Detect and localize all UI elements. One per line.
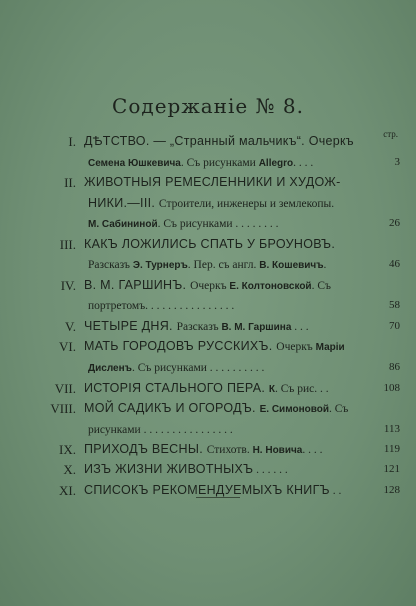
entry-text: . . . . xyxy=(302,444,323,456)
author-name: М. Сабининой xyxy=(88,219,158,230)
toc-line xyxy=(0,277,416,294)
toc-entry-text xyxy=(88,359,364,377)
toc-number: IV. xyxy=(60,278,76,293)
toc-entry-text xyxy=(84,277,364,295)
toc-number: VIII. xyxy=(50,401,76,416)
entry-text: . . xyxy=(329,485,342,497)
entry-text: Очеркъ xyxy=(190,280,230,292)
entry-title: МАТЬ ГОРОДОВЪ РУССКИХЪ. xyxy=(84,339,277,353)
author-name: Е. Симоновой xyxy=(259,404,329,415)
toc-line xyxy=(0,441,416,458)
toc-number: II. xyxy=(64,175,76,190)
toc-line xyxy=(0,400,416,417)
toc-entry-text xyxy=(84,380,364,398)
entry-text: . xyxy=(323,259,327,271)
toc-line xyxy=(0,461,416,478)
toc-entry-text xyxy=(88,421,364,439)
entry-text: . Съ xyxy=(311,280,331,292)
toc-number: IX. xyxy=(59,442,76,457)
toc-entry-text xyxy=(84,461,364,479)
entry-text: . . . . xyxy=(293,157,314,169)
toc-line xyxy=(0,195,416,212)
toc-entry-text xyxy=(84,441,364,459)
author-name: Э. Турнеръ xyxy=(132,260,188,271)
toc-line xyxy=(0,133,416,150)
toc-number: V. xyxy=(65,319,76,334)
entry-title: МОЙ САДИКЪ И ОГОРОДЪ. xyxy=(84,401,260,415)
toc-entry-text xyxy=(88,297,364,315)
author-name: Allegro xyxy=(258,158,294,169)
author-name: В. Кошевичъ xyxy=(259,260,324,271)
author-name: Дисленъ xyxy=(88,363,132,374)
author-name: К xyxy=(268,384,275,395)
toc-page-number: 26 xyxy=(389,217,400,229)
author-name: Маріи xyxy=(315,342,345,353)
entry-title: КАКЪ ЛОЖИЛИСЬ СПАТЬ У БРОУНОВЪ. xyxy=(84,237,336,251)
entry-text: . . . . . . xyxy=(253,464,288,476)
toc-entry-text xyxy=(88,195,364,213)
entry-text: . Съ рисунками . . . . . . . . xyxy=(157,218,279,230)
entry-title: ЖИВОТНЫЯ РЕМЕСЛЕННИКИ И ХУДОЖ- xyxy=(84,175,341,189)
toc-page-number: 128 xyxy=(383,484,400,496)
toc-entry-text xyxy=(84,133,364,150)
author-name: Н. Новича xyxy=(252,445,303,456)
entry-text: . . . xyxy=(291,321,309,333)
toc-entry-text xyxy=(88,154,364,172)
contents-title: Содержаніе № 8. xyxy=(112,94,304,118)
toc-line xyxy=(0,236,416,253)
toc-number: VII. xyxy=(54,381,76,396)
toc-page-number: 113 xyxy=(383,423,400,435)
toc-entry-text xyxy=(84,236,364,253)
toc-page-number: 3 xyxy=(394,156,400,168)
entry-text: . Съ рисунками . . . . . . . . . . xyxy=(131,362,265,374)
entry-text: Очеркъ xyxy=(276,341,316,353)
toc-number: III. xyxy=(59,237,76,252)
entry-text: . Пер. съ англ. xyxy=(187,259,260,271)
toc-line xyxy=(0,338,416,355)
toc-entry-text xyxy=(84,338,364,356)
toc-line xyxy=(0,174,416,191)
toc-number: VI. xyxy=(59,339,76,354)
author-name: В. М. Гаршина xyxy=(221,322,292,333)
toc-number: XI. xyxy=(59,483,76,498)
toc-entry-text xyxy=(84,318,364,336)
entry-title: ЧЕТЫРЕ ДНЯ. xyxy=(84,319,177,333)
toc-page-number: 119 xyxy=(383,443,400,455)
author-name: Семена Юшкевича xyxy=(88,158,181,169)
entry-text: . Съ рис. . . xyxy=(274,383,329,395)
toc-page-number: 121 xyxy=(383,463,400,475)
entry-text: Стихотв. xyxy=(206,444,253,456)
entry-text: Строители, инженеры и землекопы. xyxy=(158,198,335,210)
entry-text: . Съ xyxy=(328,403,349,415)
toc-entry-text xyxy=(84,174,364,191)
toc-number: X. xyxy=(63,462,76,477)
toc-line xyxy=(0,380,416,397)
toc-entry-text xyxy=(84,400,364,418)
toc-page-number: 58 xyxy=(389,299,400,311)
entry-text: портретомъ. . . . . . . . . . . . . . . . xyxy=(88,300,235,312)
toc-entry-text xyxy=(88,215,364,233)
toc-line xyxy=(0,256,416,273)
toc-entry-text xyxy=(88,256,364,274)
author-name: Е. Колтоновской xyxy=(229,281,312,292)
toc-number: I. xyxy=(68,134,76,149)
toc-page-number: 86 xyxy=(389,361,400,373)
entry-title: ИСТОРІЯ СТАЛЬНОГО ПЕРА. xyxy=(84,381,269,395)
page-column-label: стр. xyxy=(383,129,398,139)
divider-rule xyxy=(196,497,240,498)
entry-title: НИКИ.—III. xyxy=(88,196,159,210)
entry-title: В. М. ГАРШИНЪ. xyxy=(84,278,191,292)
entry-title: СПИСОКЪ РЕКОМЕНДУЕМЫХЪ КНИГЪ xyxy=(84,483,330,497)
toc-line xyxy=(0,318,416,335)
entry-title: ДѢТСТВО. — „Странный мальчикъ“. Очеркъ xyxy=(84,134,354,148)
entry-text: Разсказъ xyxy=(176,321,222,333)
toc-page-number: 46 xyxy=(389,258,400,270)
entry-text: Разсказъ xyxy=(88,259,133,271)
toc-line xyxy=(0,297,416,314)
entry-text: . Съ рисунками xyxy=(180,157,259,169)
entry-title: ПРИХОДЪ ВЕСНЫ. xyxy=(84,442,207,456)
toc-line xyxy=(0,359,416,376)
toc-line xyxy=(0,421,416,438)
toc-line xyxy=(0,154,416,171)
entry-text: рисунками . . . . . . . . . . . . . . . . xyxy=(88,424,233,436)
toc-page-number: 108 xyxy=(383,382,400,394)
toc-line xyxy=(0,215,416,232)
toc-page-number: 70 xyxy=(389,320,400,332)
entry-title: ИЗЪ ЖИЗНИ ЖИВОТНЫХЪ xyxy=(84,462,254,476)
